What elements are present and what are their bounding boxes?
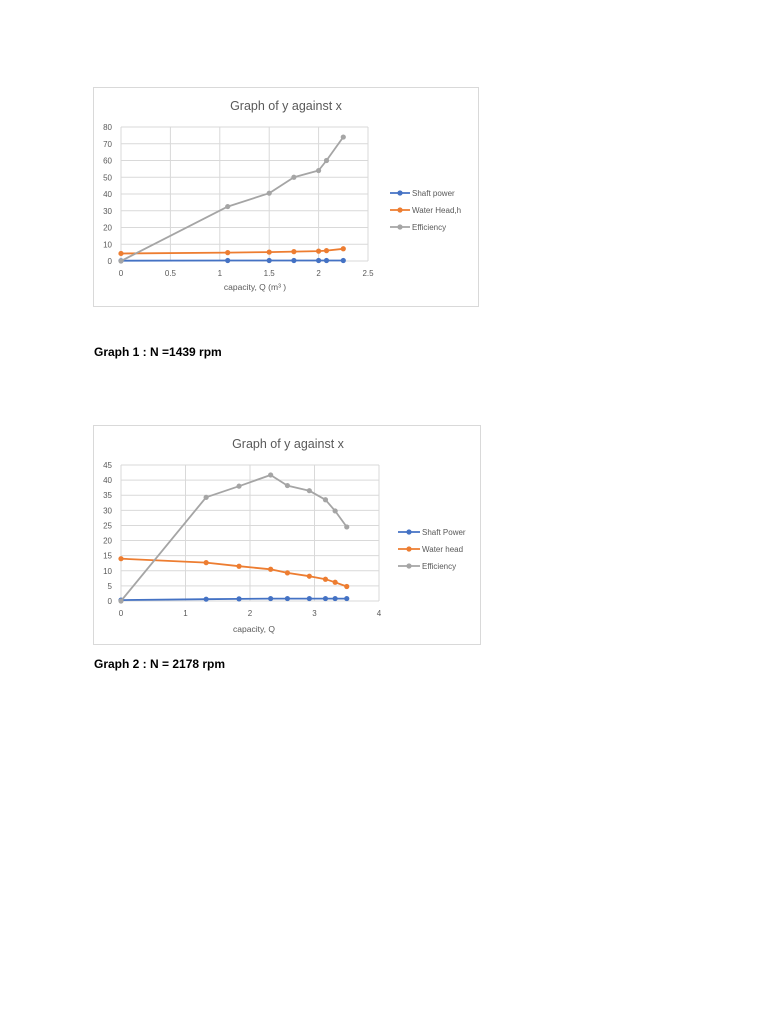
chart-title: Graph of y against x: [230, 99, 342, 113]
data-point: [268, 567, 273, 572]
y-tick-label: 10: [103, 566, 112, 576]
data-point: [285, 570, 290, 575]
data-point: [291, 175, 296, 180]
series-line: [121, 475, 347, 601]
data-point: [324, 258, 329, 263]
x-tick-label: 0.5: [164, 269, 176, 278]
y-tick-label: 40: [103, 190, 112, 199]
y-tick-label: 20: [103, 536, 112, 546]
y-tick-label: 0: [107, 597, 112, 606]
data-point: [316, 249, 321, 254]
data-point: [118, 556, 123, 561]
data-point: [323, 596, 328, 601]
data-point: [324, 248, 329, 253]
legend-marker: [397, 207, 402, 212]
data-point: [285, 483, 290, 488]
legend-marker: [406, 563, 411, 568]
y-tick-label: 25: [103, 521, 112, 531]
data-point: [285, 596, 290, 601]
data-point: [118, 258, 123, 263]
x-tick-label: 0: [118, 269, 124, 278]
data-point: [341, 246, 346, 251]
chart-2: [94, 426, 480, 644]
data-point: [341, 258, 346, 263]
chart-2-frame: [93, 425, 481, 645]
y-tick-label: 20: [103, 223, 112, 233]
data-point: [307, 574, 312, 579]
data-point: [316, 168, 321, 173]
data-point: [333, 596, 338, 601]
series-line: [121, 137, 343, 261]
data-point: [268, 596, 273, 601]
series-line: [121, 249, 343, 254]
data-point: [236, 596, 241, 601]
data-point: [316, 258, 321, 263]
x-tick-label: 2.5: [362, 269, 374, 278]
y-tick-label: 70: [103, 139, 112, 149]
legend-marker: [406, 546, 411, 551]
data-point: [267, 258, 272, 263]
series-line: [121, 599, 347, 601]
data-point: [323, 497, 328, 502]
legend-entry: Efficiency: [422, 562, 457, 571]
data-point: [291, 258, 296, 263]
y-tick-label: 40: [103, 476, 112, 486]
data-point: [333, 580, 338, 585]
data-point: [225, 204, 230, 209]
legend-entry: Water head: [422, 545, 464, 554]
chart-1-frame: [93, 87, 479, 307]
legend-marker: [397, 224, 402, 229]
data-point: [307, 488, 312, 493]
data-point: [307, 596, 312, 601]
legend-entry: Water Head,h: [412, 206, 462, 215]
data-point: [291, 249, 296, 254]
chart-1: [94, 88, 478, 306]
data-point: [204, 495, 209, 500]
data-point: [118, 598, 123, 603]
series-line: [121, 559, 347, 587]
data-point: [236, 564, 241, 569]
data-point: [341, 134, 346, 139]
y-tick-label: 5: [107, 581, 112, 591]
chart-1-caption: Graph 1 : N =1439 rpm: [94, 345, 222, 359]
y-tick-label: 0: [107, 257, 112, 266]
data-point: [268, 472, 273, 477]
legend-entry: Efficiency: [412, 223, 447, 232]
x-tick-label: 1: [217, 269, 223, 278]
x-tick-label: 0: [118, 609, 124, 618]
x-tick-label: 4: [376, 609, 382, 618]
data-point: [267, 250, 272, 255]
legend-entry: Shaft power: [412, 189, 455, 198]
legend-entry: Shaft Power: [422, 528, 466, 537]
chart-2-caption: Graph 2 : N = 2178 rpm: [94, 657, 226, 671]
data-point: [225, 258, 230, 263]
legend-marker: [397, 190, 402, 195]
x-tick-label: 1: [183, 609, 188, 618]
data-point: [204, 597, 209, 602]
data-point: [204, 560, 209, 565]
y-tick-label: 80: [103, 123, 112, 132]
chart-title: Graph of y against x: [232, 437, 344, 451]
x-tick-label: 3: [312, 609, 317, 618]
y-tick-label: 50: [103, 173, 112, 183]
data-point: [118, 251, 123, 256]
data-point: [324, 158, 329, 163]
data-point: [344, 584, 349, 589]
y-tick-label: 30: [103, 206, 112, 216]
y-tick-label: 35: [103, 491, 112, 501]
data-point: [344, 596, 349, 601]
data-point: [225, 250, 230, 255]
x-tick-label: 2: [316, 269, 321, 278]
y-tick-label: 45: [103, 461, 112, 470]
y-tick-label: 30: [103, 506, 112, 516]
y-tick-label: 15: [103, 551, 112, 561]
x-tick-label: 2: [247, 609, 253, 618]
y-tick-label: 10: [103, 240, 112, 250]
data-point: [267, 191, 272, 196]
x-tick-label: 1.5: [263, 269, 275, 278]
data-point: [344, 524, 349, 529]
data-point: [236, 484, 241, 489]
y-tick-label: 60: [103, 156, 112, 166]
legend-marker: [406, 529, 411, 534]
x-axis-label: capacity, Q: [233, 624, 275, 634]
data-point: [323, 577, 328, 582]
x-axis-label: capacity, Q (m³ ): [223, 282, 287, 292]
data-point: [333, 508, 338, 513]
